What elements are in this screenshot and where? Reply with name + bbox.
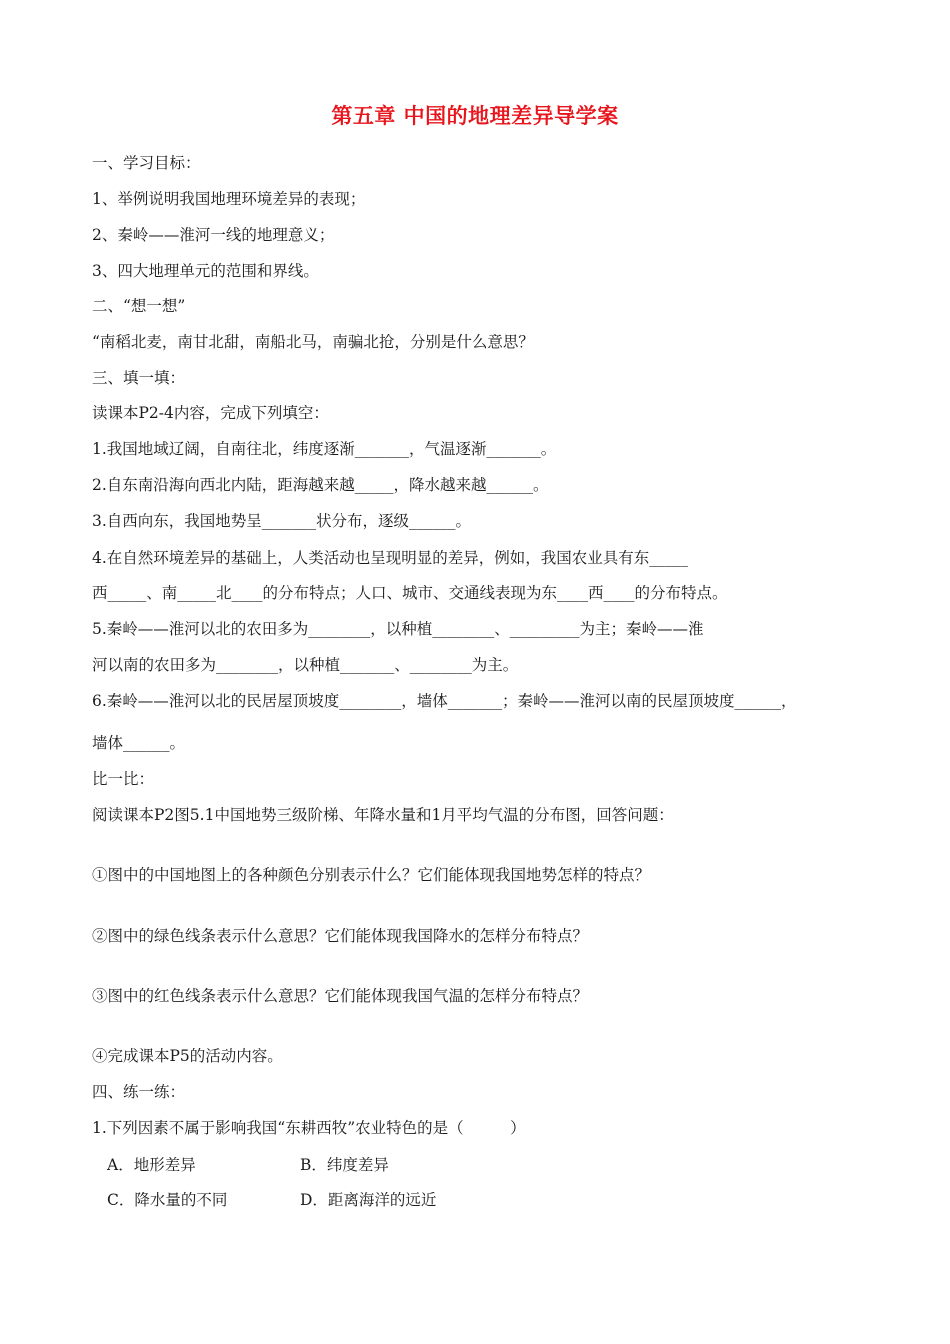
section-heading-compare: 比一比： (92, 770, 155, 788)
fill-question: 6.秦岭——淮河以北的民居屋顶坡度________，墙体_______；秦岭——淮河以南的民屋顶坡度______， (92, 692, 797, 710)
fill-question: 4.在自然环境差异的基础上，人类活动也呈现明显的差异，例如，我国农业具有东_____ (92, 549, 689, 567)
compare-question: ④完成课本P5的活动内容。 (92, 1047, 283, 1065)
section-heading-think: 二、“想一想” (92, 297, 186, 315)
document-title: 第五章 中国的地理差异导学案 (331, 104, 619, 128)
section-heading-fill: 三、填一填： (92, 369, 186, 387)
compare-instruction: 阅读课本P2图5.1中国地势三级阶梯、年降水量和1月平均气温的分布图，回答问题： (92, 806, 674, 824)
fill-instruction: 读课本P2-4内容，完成下列填空： (92, 404, 329, 422)
option-a: A．地形差异 (107, 1156, 196, 1174)
fill-question: 2.自东南沿海向西北内陆，距海越来越_____，降水越来越______。 (92, 476, 549, 494)
fill-question: 1.我国地域辽阔，自南往北，纬度逐渐_______，气温逐渐_______。 (92, 440, 557, 458)
objective-item: 2、秦岭——淮河一线的地理意义； (92, 226, 335, 244)
fill-question-continued: 河以南的农田多为________，以种植_______、________为主。 (92, 656, 519, 674)
section-heading-practice: 四、练一练： (92, 1083, 186, 1101)
compare-question: ①图中的中国地图上的各种颜色分别表示什么？它们能体现我国地势怎样的特点？ (92, 866, 651, 884)
fill-question-continued: 墙体______。 (92, 734, 186, 752)
fill-question: 5.秦岭——淮河以北的农田多为________，以种植________、_________为主；秦岭——淮 (92, 620, 704, 638)
option-c: C．降水量的不同 (107, 1191, 228, 1209)
fill-question-continued: 西_____、南_____北____的分布特点；人口、城市、交通线表现为东____西____的分布特点。 (92, 584, 728, 602)
objective-item: 1、举例说明我国地理环境差异的表现； (92, 190, 366, 208)
objective-item: 3、四大地理单元的范围和界线。 (92, 262, 319, 280)
option-b: B．纬度差异 (300, 1156, 389, 1174)
section-heading-objectives: 一、学习目标： (92, 154, 201, 172)
fill-question: 3.自西向东，我国地势呈_______状分布，逐级______。 (92, 512, 472, 530)
compare-question: ②图中的绿色线条表示什么意思？它们能体现我国降水的怎样分布特点？ (92, 927, 589, 945)
compare-question: ③图中的红色线条表示什么意思？它们能体现我国气温的怎样分布特点？ (92, 987, 589, 1005)
option-d: D．距离海洋的远近 (300, 1191, 437, 1209)
practice-question: 1.下列因素不属于影响我国“东耕西牧”农业特色的是（ ） (92, 1119, 526, 1137)
think-question: “南稻北麦，南甘北甜，南船北马，南骗北抢，分别是什么意思？ (92, 333, 534, 351)
